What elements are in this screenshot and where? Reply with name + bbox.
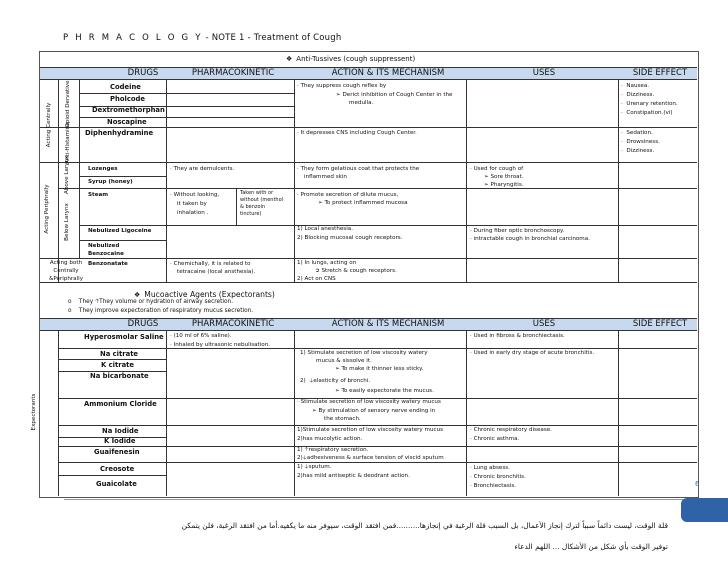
up-arrow-icon: 🡡 bbox=[304, 447, 309, 453]
lozenges-uses-3: ➢ Pharyngitis. bbox=[484, 182, 524, 188]
iodide-uses-2: · Chronic asthma. bbox=[470, 436, 520, 442]
benzo-pk-2: tetracaine (local ansthesia). bbox=[177, 269, 256, 275]
header-side-effect: SIDE EFFECT bbox=[632, 319, 688, 329]
footer-quote-line-1: قلة الوقت، ليست دائماً سبباً لترك إنجاز الأعمال، بل السبب قلة الرغبة في إنجازها..........فمن افتقد الوقت، سيوفر منه ما يكفيه.أما من افتقد الرغبة، فلن يتمكن bbox=[181, 521, 668, 530]
creosote-uses-2: · Chronic bronchitis. bbox=[470, 474, 526, 480]
ammonium-action-2: ➢ By stimulation of sensory nerve ending in bbox=[312, 408, 436, 414]
arrow-icon: ➢ bbox=[335, 366, 340, 372]
drug-nebulized-lignocaine: Nebulized Ligoceine bbox=[88, 228, 152, 234]
drug-diphenhydramine: Diphenhydramine bbox=[85, 129, 154, 137]
right-arrow-icon: ➲ bbox=[315, 268, 320, 274]
opioid-side-3: · Urenary retention. bbox=[621, 101, 678, 107]
table-header bbox=[40, 67, 697, 80]
creosote-uses-1: · Lung absess. bbox=[470, 465, 510, 471]
arrow-icon: ➢ bbox=[335, 388, 340, 394]
page-tab-decoration bbox=[681, 498, 728, 522]
group-above-larynx: Above Larynx bbox=[64, 155, 70, 194]
page-number: 6 bbox=[695, 480, 700, 488]
header-pharmacokinetic: PHARMACOKINETIC bbox=[191, 68, 275, 78]
down-arrow-icon: 🡣 bbox=[309, 378, 314, 384]
drug-dextromethorphan: Dextromethorphan bbox=[92, 106, 165, 114]
ammonium-action-3: the stomach. bbox=[324, 416, 361, 422]
arrow-icon: ➢ bbox=[484, 182, 489, 188]
steam-note-3: & benzoin bbox=[240, 204, 266, 210]
opioid-action: · They suppress cough reflex by bbox=[297, 83, 387, 89]
arrow-icon: ➢ bbox=[484, 174, 489, 180]
down-arrow-icon: 🡣 bbox=[302, 455, 307, 461]
steam-action-2: ➢ To protect inflammed mucosa bbox=[318, 200, 408, 206]
iodide-action-2: 2)has mucolytic action. bbox=[297, 436, 363, 442]
diamond-bullet-icon: ❖ bbox=[134, 291, 141, 299]
opioid-side-4: · Constipation.(vi) bbox=[621, 110, 673, 116]
diphen-side-1: · Sedation. bbox=[621, 130, 653, 136]
iodide-uses-1: · Chronic respiratory disease. bbox=[470, 427, 552, 433]
creosote-uses-3: · Bronchiectasis. bbox=[470, 483, 517, 489]
lozenges-action-1: · They form gelatious coat that protects the bbox=[297, 166, 420, 172]
drug-ammonium-chloride: Ammonium Cloride bbox=[84, 400, 157, 408]
group-antihistamine: Anti-Histamine bbox=[65, 122, 71, 164]
ligno-uses-2: · intractable cough in bronchial carcinoma. bbox=[470, 236, 590, 242]
hyper-pk-1: · (10 ml of 6% saline). bbox=[170, 333, 232, 339]
header-side-effect: SIDE EFFECT bbox=[632, 68, 688, 78]
drug-na-bicarbonate: Na bicarbonate bbox=[90, 372, 149, 380]
arrow-icon: ➢ bbox=[318, 200, 323, 206]
table-header-2 bbox=[40, 318, 697, 331]
drug-noscapine: Noscapine bbox=[107, 118, 147, 126]
drug-hyperosmolar-saline: Hyperosmolar Saline bbox=[84, 333, 164, 341]
diphen-side-3: · Dizziness. bbox=[621, 148, 655, 154]
ligno-action-2: 2) Blocking mucosal cough receptors. bbox=[297, 235, 403, 241]
hyper-pk-2: · Inhaled by ultrasonic nebulisation. bbox=[170, 342, 271, 348]
ligno-uses-1: · During fiber optic bronchoscopy. bbox=[470, 228, 565, 234]
iodide-action-1: 1)Stimulate secretion of low viscosity watery mucus bbox=[297, 427, 444, 433]
steam-note-2: without (menthol bbox=[240, 197, 284, 203]
creosote-action-2: 2)has mild antiseptic & deodrant action. bbox=[297, 473, 410, 479]
drug-nebulized-benzocaine-2: Benzocaine bbox=[88, 251, 124, 257]
citrate-uses: · Used in early dry stage of acute bronchitis. bbox=[470, 350, 595, 356]
opioid-action-detail: ➢ Derict inhibition of Cough Center in the bbox=[336, 92, 453, 98]
lozenges-action-2: inflammed skin bbox=[304, 174, 347, 180]
footer-quote-line-2: توفير الوقت بأي شكل من الأشكال ... اللهم الدعاء bbox=[514, 542, 668, 551]
drug-steam: Steam bbox=[88, 192, 109, 198]
arrow-icon: ➢ bbox=[336, 92, 341, 98]
benzo-action-2: ➲ Stretch & cough receptors. bbox=[315, 268, 397, 274]
diphen-action: · It depresses CNS including Cough Center. bbox=[297, 130, 417, 136]
benzo-action-1: 1) In lungs, acting on bbox=[297, 260, 357, 266]
drug-k-iodide: K Iodide bbox=[104, 437, 136, 445]
drug-creosote: Creosote bbox=[100, 465, 135, 473]
group-acting-peripherally: Acting Periphrally bbox=[44, 184, 50, 234]
header-action: ACTION & ITS MECHANISM bbox=[331, 319, 445, 329]
drug-codeine: Codeine bbox=[110, 83, 141, 91]
steam-action-1: · Promote secretion of dilute mucus, bbox=[297, 192, 399, 198]
steam-note-4: tincture) bbox=[240, 211, 262, 217]
group-expectorants: Expectorants bbox=[31, 393, 37, 431]
benzo-pk-1: · Chemichally, it is related to bbox=[170, 261, 251, 267]
header-drugs: DRUGS bbox=[127, 319, 159, 329]
opioid-action-medulla: medulla. bbox=[349, 100, 374, 106]
opioid-side-2: · Dizziness. bbox=[621, 92, 655, 98]
creosote-action-1: 1) 🡣sputum. bbox=[297, 464, 332, 470]
drug-na-iodide: Na Iodide bbox=[102, 427, 139, 435]
diphen-side-2: · Drowsiness. bbox=[621, 139, 660, 145]
citrate-action-1: 1) Stimulate secretion of low viscosity watery bbox=[300, 350, 428, 356]
page-title: P H R M A C O L O G Y - NOTE 1 - Treatment of Cough bbox=[63, 33, 342, 43]
drug-pholcode: Pholcode bbox=[110, 95, 145, 103]
down-arrow-icon: 🡣 bbox=[304, 464, 309, 470]
header-uses: USES bbox=[532, 68, 556, 78]
drug-na-citrate: Na citrate bbox=[100, 350, 139, 358]
ligno-action-1: 1) Local anesthesia. bbox=[297, 226, 353, 232]
diamond-bullet-icon: ❖ bbox=[286, 55, 293, 63]
group-acting-centrally: Acting Centrally bbox=[46, 102, 52, 148]
guai-action-1: 1) 🡡respiratory secretion. bbox=[297, 447, 369, 453]
citrate-action-5: ➢ To easily expectorate the mucus. bbox=[335, 388, 434, 394]
header-uses: USES bbox=[532, 319, 556, 329]
ammonium-action-1: · Stimulate secretion of low viscosity watery mucus bbox=[297, 399, 441, 405]
lozenges-uses-2: ➢ Sore throat. bbox=[484, 174, 524, 180]
steam-note-1: Taken with or bbox=[240, 190, 274, 196]
lozenges-pk: · They are demulcents. bbox=[170, 166, 235, 172]
up-arrow-icon: 🡡 bbox=[94, 299, 100, 305]
drug-guaicolate: Guaicolate bbox=[96, 480, 137, 488]
hyper-uses: · Used in fibross & bronchiectasis. bbox=[470, 333, 565, 339]
group-below-larynx: Below Larynx bbox=[64, 203, 70, 241]
mucoactive-bullet-2: o They improve expectoration of respiratory mucus secretion. bbox=[68, 308, 254, 314]
citrate-action-2: mucus & sissolve it. bbox=[316, 358, 372, 364]
benzo-action-3: 2) Act on CNS bbox=[297, 276, 336, 282]
drug-guaifenesin: Guaifenesin bbox=[94, 448, 140, 456]
group-opioid: Opioid Dervative bbox=[65, 80, 71, 128]
drug-nebulized-benzocaine-1: Nebulized bbox=[88, 243, 120, 249]
opioid-side-1: · Nausea. bbox=[621, 83, 650, 89]
citrate-action-3: ➢ To make it thinner less sticky. bbox=[335, 366, 424, 372]
header-pharmacokinetic: PHARMACOKINETIC bbox=[191, 319, 275, 329]
arrow-icon: ➢ bbox=[312, 408, 317, 414]
header-drugs: DRUGS bbox=[127, 68, 159, 78]
group-both: Acting both Centrally &Periphrally bbox=[48, 260, 84, 282]
guai-action-2: 2)🡣adhesiveness & surface tension of viscid sputum bbox=[297, 455, 444, 461]
steam-pk-3: inhalation . bbox=[177, 210, 209, 216]
section-mucoactive-title: ❖ Mucoactive Agents (Expectorants) bbox=[134, 290, 275, 299]
drug-k-citrate: K citrate bbox=[101, 361, 135, 369]
steam-pk-1: · Without looking, bbox=[170, 192, 220, 198]
lozenges-uses-1: · Used for cough of bbox=[470, 166, 524, 172]
header-action: ACTION & ITS MECHANISM bbox=[331, 68, 445, 78]
drug-syrup: Syrup (honey) bbox=[88, 179, 133, 185]
drug-benzonatate: Benzonatate bbox=[88, 261, 128, 267]
citrate-action-4: 2) 🡣elasticity of bronchi. bbox=[300, 378, 371, 384]
steam-pk-2: it taken by bbox=[177, 201, 207, 207]
mucoactive-bullet-1: o They 🡡They volume or hydration of airway secretion. bbox=[68, 299, 234, 305]
drug-lozenges: Lozenges bbox=[88, 166, 118, 172]
section-antitussives-title: ❖ Anti-Tussives (cough suppressent) bbox=[286, 55, 416, 63]
